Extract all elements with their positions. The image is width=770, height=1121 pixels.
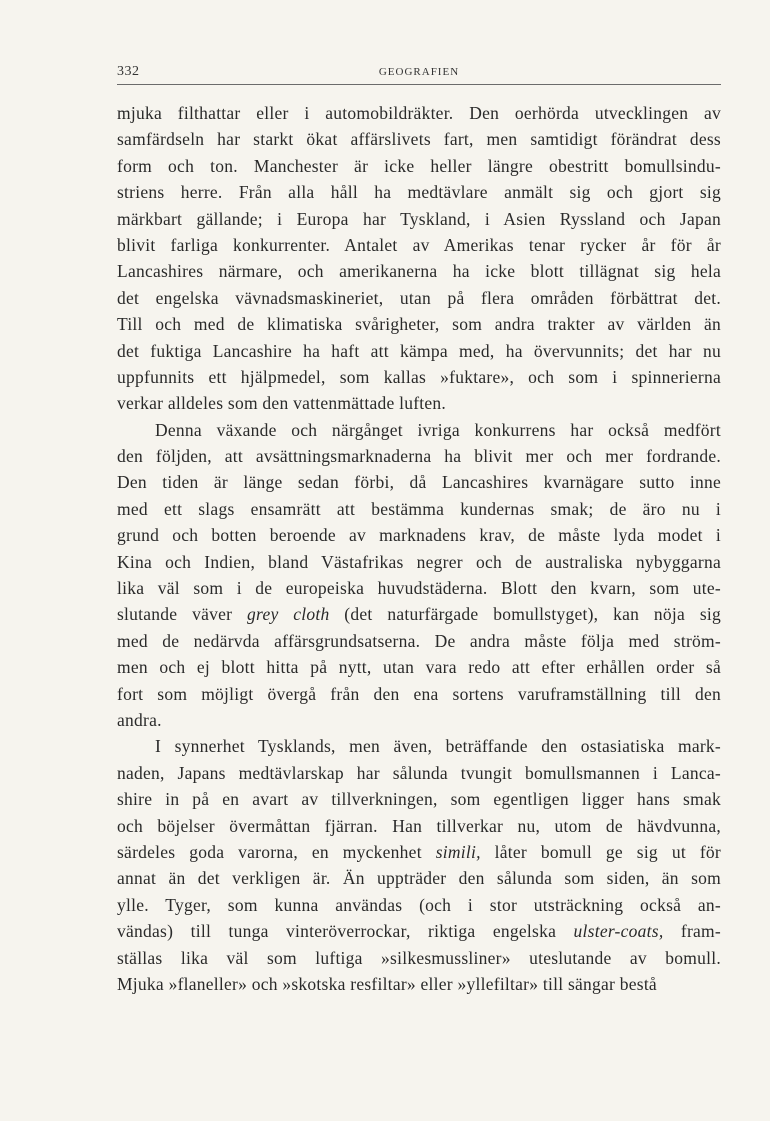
text-line: annat än det verkligen är. Än uppträder den sålunda som siden, än som <box>117 868 721 889</box>
text-line: grund och botten beroende av marknadens krav, de måste lyda modet i <box>117 525 721 546</box>
text-line: ylle. Tyger, som kunna användas (och i stor utsträckning också an- <box>117 894 721 915</box>
text-line: det engelska vävnadsmaskineriet, utan på flera områden förbättrat det. <box>117 287 721 308</box>
text-line <box>117 839 721 865</box>
text-line: Den tiden är länge sedan förbi, då Lancashires kvarnägare sutto inne <box>117 472 721 493</box>
text-segment: vändas) till tunga vinteröverrockar, riktiga engelska <box>117 921 574 942</box>
italic-term: simili, <box>435 841 481 862</box>
text-line: blivit farliga konkurrenter. Antalet av Amerikas tenar rycker år för år <box>117 234 721 255</box>
text-line: den följden, att avsättningsmarknaderna ha blivit mer och mer fordrande. <box>117 446 721 467</box>
text-line: det fuktiga Lancashire ha haft att kämpa med, ha övervunnits; det har nu <box>117 340 721 361</box>
text-line <box>117 601 721 627</box>
text-line: ställas lika väl som luftiga »silkesmussliner» uteslutande av bomull. <box>117 947 721 968</box>
text-segment: slutande väver <box>117 604 248 625</box>
text-segment: fram- <box>663 921 721 942</box>
page-number: 332 <box>117 64 140 79</box>
text-line: lika väl som i de europeiska huvudstäderna. Blott den kvarn, som ute- <box>117 578 721 599</box>
italic-term: grey cloth <box>247 604 330 625</box>
text-segment: (det naturfärgade bomullstyget), kan nöja sig <box>329 604 722 625</box>
text-line: verkar alldeles som den vattenmättade luften. <box>117 393 447 414</box>
text-segment: låter bomull ge sig ut för <box>480 841 721 862</box>
text-line: Kina och Indien, bland Västafrikas negrer och de australiska nybyggarna <box>117 551 721 572</box>
text-line: uppfunnits ett hjälpmedel, som kallas »fuktare», och som i spinnerierna <box>117 366 721 387</box>
italic-term: ulster-coats, <box>573 921 664 942</box>
text-line: form och ton. Manchester är icke heller längre obestritt bomullsindu- <box>117 155 721 176</box>
text-line: Lancashires närmare, och amerikanerna ha icke blott tillägnat sig hela <box>117 261 721 282</box>
text-line: märkbart gällande; i Europa har Tyskland, i Asien Ryssland och Japan <box>117 208 721 229</box>
text-line: fort som möjligt övergå från den ena sortens varuframställning till den <box>117 683 721 704</box>
text-line: mjuka filthattar eller i automobildräkter. Den oerhörda utvecklingen av <box>117 103 721 123</box>
text-line <box>117 918 721 944</box>
text-line: naden, Japans medtävlarskap har sålunda tvungit bomullsmannen i Lanca- <box>117 762 721 783</box>
text-line: och böjelser övermåttan fjärran. Han tillverkar nu, utom de hävdvunna, <box>117 815 721 836</box>
text-line: Mjuka »flaneller» och »skotska resfiltar» eller »yllefiltar» till sängar bestå <box>117 973 657 994</box>
body-text <box>117 100 721 997</box>
text-line: andra. <box>117 709 162 730</box>
text-line: med ett slags ensamrätt att bestämma kundernas smak; de äro nu i <box>117 498 721 519</box>
text-line: shire in på en avart av tillverkningen, som egentligen ligger hans smak <box>117 789 721 810</box>
text-segment: särdeles goda varorna, en myckenhet <box>117 841 436 862</box>
text-line: med de nedärvda affärsgrundsatserna. De andra måste följa med ström- <box>117 630 721 651</box>
page-header <box>117 64 721 85</box>
text-line: I synnerhet Tysklands, men även, beträffande den ostasiatiska mark- <box>155 736 721 757</box>
text-line: Denna växande och närgånget ivriga konkurrens har också medfört <box>155 419 721 440</box>
text-line: Till och med de klimatiska svårigheter, som andra trakter av världen än <box>117 314 721 335</box>
running-head: GEOGRAFIEN <box>378 66 460 78</box>
text-line: men och ej blott hitta på nytt, utan vara redo att efter erhållen order så <box>117 657 721 678</box>
text-line: striens herre. Från alla håll ha medtävlare anmält sig och gjort sig <box>117 182 721 203</box>
text-line: samfärdseln har starkt ökat affärslivets fart, men samtidigt förändrat dess <box>117 129 721 150</box>
